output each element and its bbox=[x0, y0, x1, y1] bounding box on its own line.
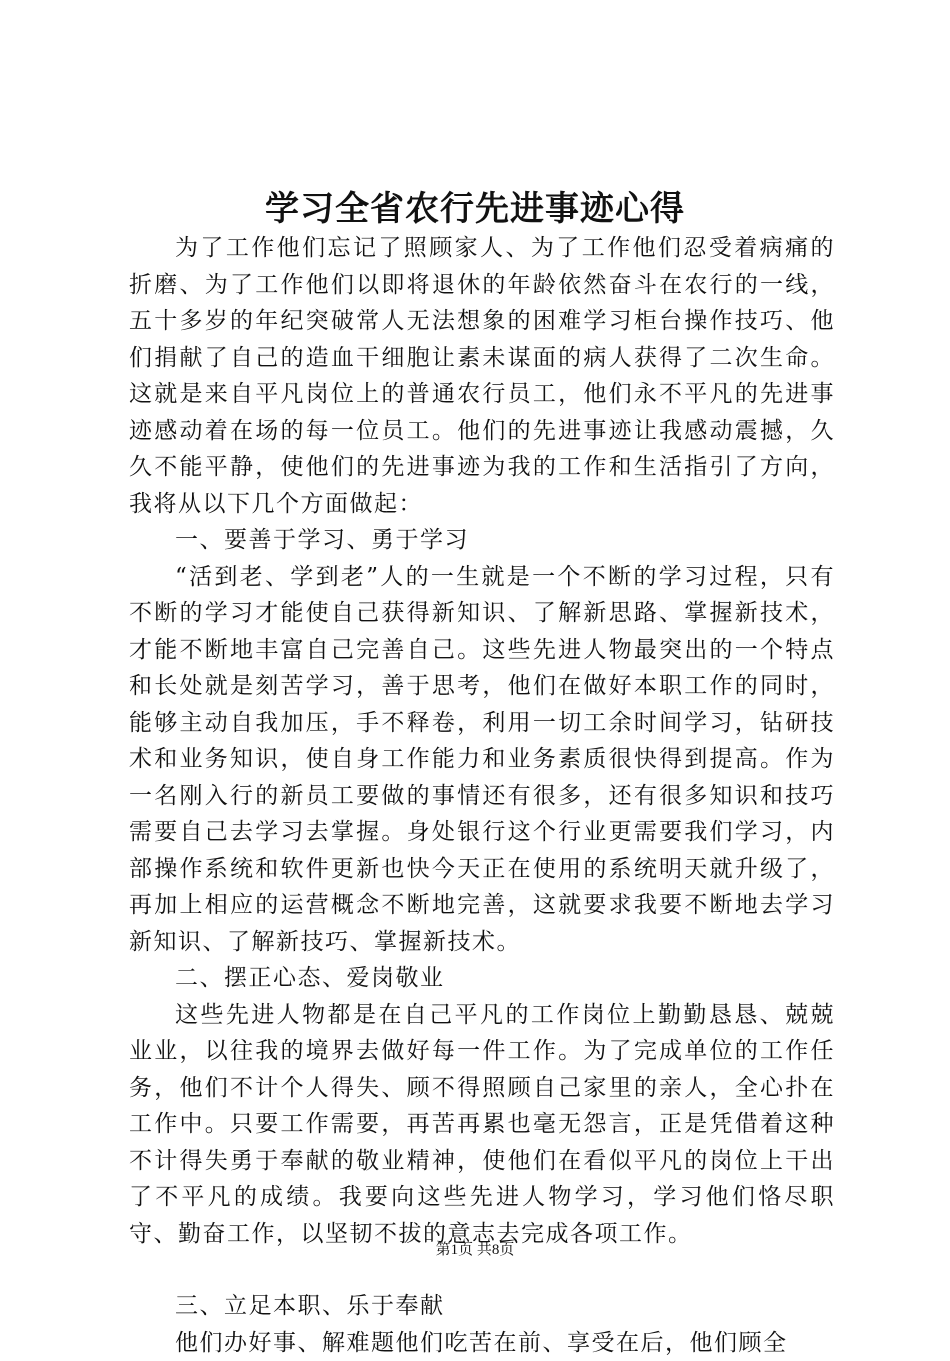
paragraph-intro: 为了工作他们忘记了照顾家人、为了工作他们忍受着病痛的折磨、为了工作他们以即将退休的年龄依然奋斗在农行的一线，五十多岁的年纪突破常人无法想象的困难学习柜台操作技巧、他们捐献了自己的造血干细胞让素未谋面的病人获得了二次生命。这就是来自平凡岗位上的普通农行员工，他们永不平凡的先进事迹感动着在场的每一位员工。他们的先进事迹让我感动震撼，久久不能平静，使他们的先进事迹为我的工作和生活指引了方向，我将从以下几个方面做起： bbox=[129, 230, 835, 522]
section-heading-2: 二、摆正心态、爱岗敬业 bbox=[129, 960, 835, 997]
paragraph-section-3: 他们办好事、解难题他们吃苦在前、享受在后，他们顾全 bbox=[129, 1325, 835, 1361]
paragraph-section-1: “活到老、学到老”人的一生就是一个不断的学习过程，只有不断的学习才能使自己获得新知识、了解新思路、掌握新技术，才能不断地丰富自己完善自己。这些先进人物最突出的一个特点和长处就是刻苦学习，善于思考，他们在做好本职工作的同时，能够主动自我加压，手不释卷，利用一切工余时间学习，钻研技术和业务知识，使自身工作能力和业务素质很快得到提高。作为一名刚入行的新员工要做的事情还有很多，还有很多知识和技巧需要自己去学习去掌握。身处银行这个行业更需要我们学习，内部操作系统和软件更新也快今天正在使用的系统明天就升级了，再加上相应的运营概念不断地完善，这就要求我要不断地去学习新知识、了解新技巧、掌握新技术。 bbox=[129, 559, 835, 961]
section-heading-3: 三、立足本职、乐于奉献 bbox=[129, 1288, 835, 1325]
paragraph-section-2: 这些先进人物都是在自己平凡的工作岗位上勤勤恳恳、兢兢业业，以往我的境界去做好每一件工作。为了完成单位的工作任务，他们不计个人得失、顾不得照顾自己家里的亲人，全心扑在工作中。只要工作需要，再苦再累也毫无怨言，正是凭借着这种不计得失勇于奉献的敬业精神，使他们在看似平凡的岗位上干出了不平凡的成绩。我要向这些先进人物学习，学习他们恪尽职守、勤奋工作，以坚韧不拔的意志去完成各项工作。 bbox=[129, 997, 835, 1253]
document-title: 学习全省农行先进事迹心得 bbox=[0, 186, 950, 232]
document-body bbox=[129, 230, 835, 1361]
page-number-footer: 第1页 共8页 bbox=[0, 1240, 950, 1260]
section-heading-1: 一、要善于学习、勇于学习 bbox=[129, 522, 835, 559]
